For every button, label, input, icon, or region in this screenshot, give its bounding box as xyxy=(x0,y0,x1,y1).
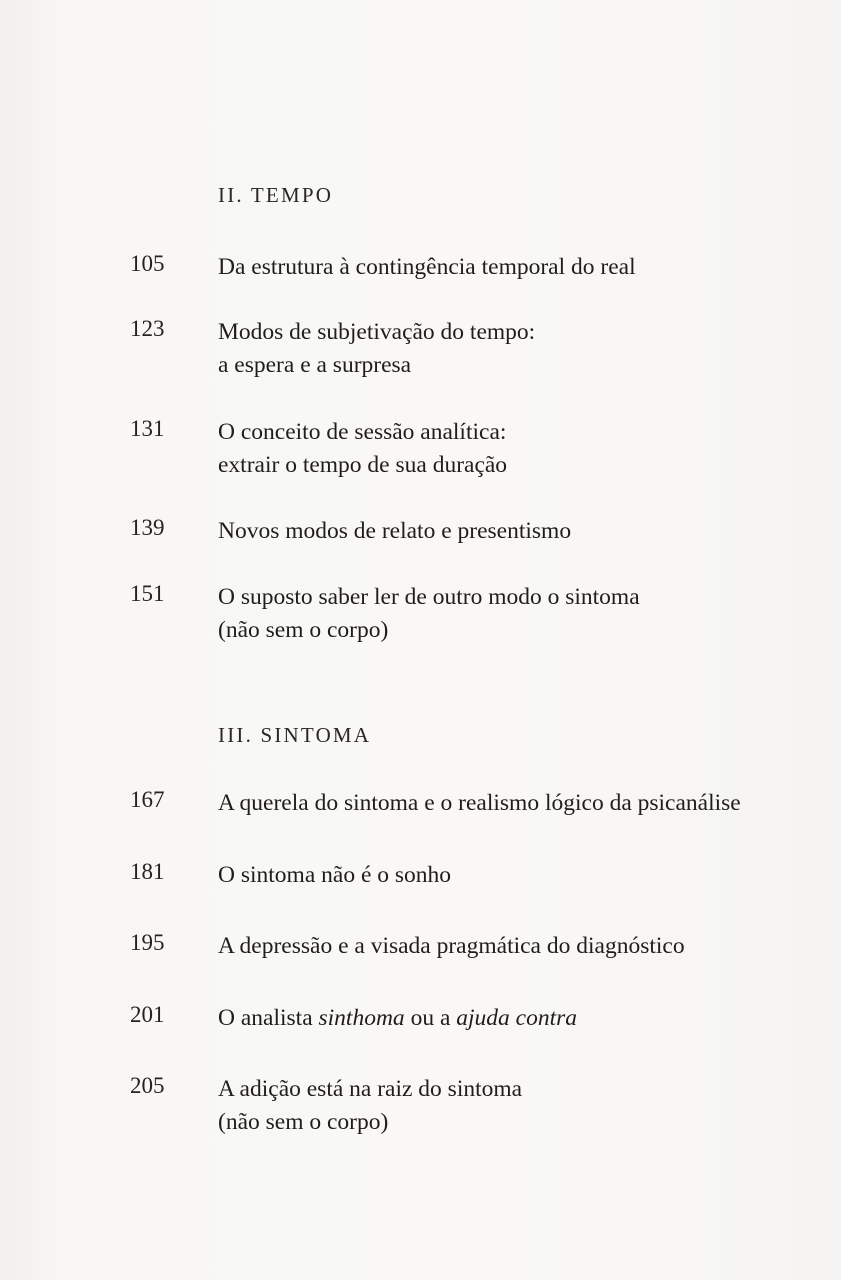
entry-title xyxy=(218,1073,828,1139)
entry-title-line: O suposto saber ler de outro modo o sintoma xyxy=(218,584,640,610)
entry-title-line: A querela do sintoma e o realismo lógico da psicanálise xyxy=(218,790,741,816)
entry-title xyxy=(218,930,828,963)
page-number: 105 xyxy=(130,251,165,276)
page-number: 123 xyxy=(130,316,165,341)
entry-title-line: A depressão e a visada pragmática do diagnóstico xyxy=(218,933,685,959)
entry-title-line: (não sem o corpo) xyxy=(218,1109,389,1135)
entry-title xyxy=(218,416,828,482)
entry-title xyxy=(218,316,828,382)
entry-title xyxy=(218,581,828,647)
entry-title-line: A adição está na raiz do sintoma xyxy=(218,1076,523,1102)
title-part-italic: sinthoma xyxy=(318,1005,405,1031)
page-number: 205 xyxy=(130,1073,165,1098)
page-number: 139 xyxy=(130,515,165,540)
entry-title xyxy=(218,1002,828,1035)
page-number: 131 xyxy=(130,416,165,441)
entry-title xyxy=(218,787,828,820)
entry-title xyxy=(218,515,828,548)
title-part-italic: ajuda contra xyxy=(456,1005,578,1031)
entry-title-line xyxy=(218,1002,828,1035)
entry-title-line: O sintoma não é o sonho xyxy=(218,862,452,888)
page-number: 201 xyxy=(130,1002,165,1027)
entry-title xyxy=(218,251,828,284)
entry-title xyxy=(218,859,828,892)
entry-title-line: O conceito de sessão analítica: xyxy=(218,419,507,445)
page-number: 151 xyxy=(130,581,165,606)
page-number: 167 xyxy=(130,787,165,812)
section-heading-tempo: II. TEMPO xyxy=(218,183,334,207)
entry-title-line: Novos modos de relato e presentismo xyxy=(218,518,572,544)
entry-title-line: (não sem o corpo) xyxy=(218,617,389,643)
entry-title-line: Modos de subjetivação do tempo: xyxy=(218,319,536,345)
entry-title-line: Da estrutura à contingência temporal do real xyxy=(218,254,636,280)
entry-title-line: extrair o tempo de sua duração xyxy=(218,452,508,478)
entry-title-line: a espera e a surpresa xyxy=(218,352,412,378)
title-part: O analista xyxy=(218,1005,319,1031)
title-part: ou a xyxy=(404,1005,457,1031)
page-number: 195 xyxy=(130,930,165,955)
page-number: 181 xyxy=(130,859,165,884)
section-heading-sintoma: III. SINTOMA xyxy=(218,723,372,747)
